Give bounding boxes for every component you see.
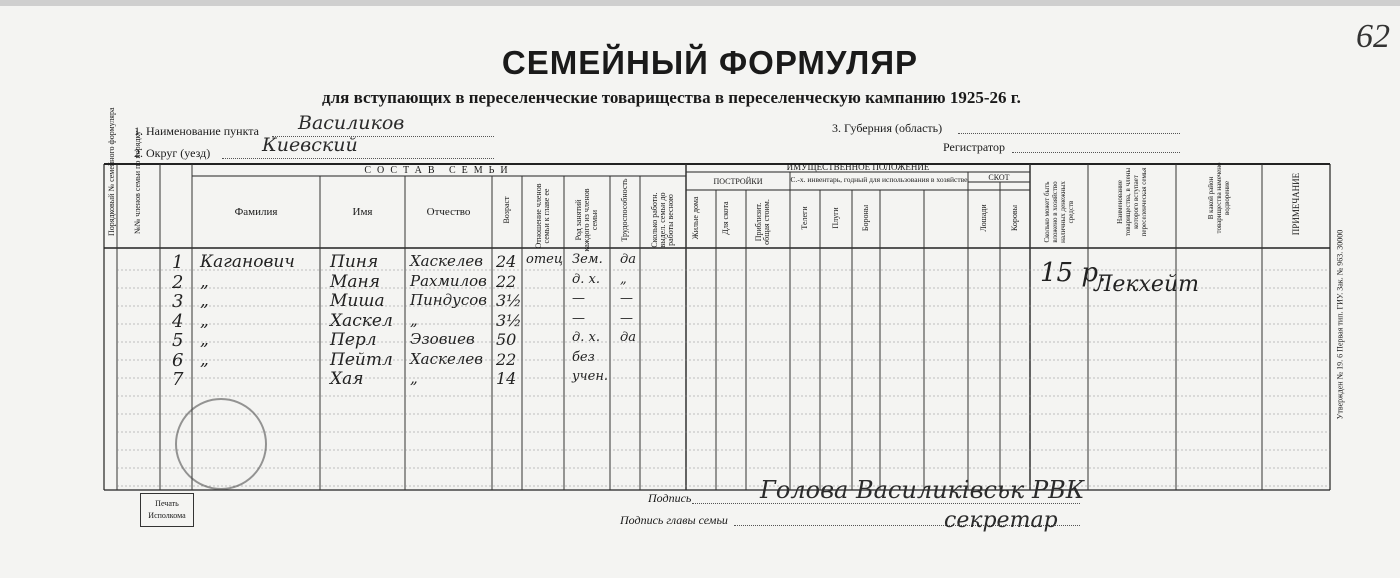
document-title: СЕМЕЙНЫЙ ФОРМУЛЯР <box>501 44 919 81</box>
member-patronymic: „ <box>410 310 418 329</box>
header-harrows: Бороны <box>861 204 870 232</box>
member-age: 24 <box>496 252 517 271</box>
header-occupation: Род занятий каждого из членов семьи <box>574 188 599 252</box>
item2-label: 2. Округ (уезд) <box>134 146 211 160</box>
member-age: 3½ <box>496 310 522 330</box>
member-name: Перл <box>330 330 377 350</box>
header-ploughs: Плуги <box>831 207 840 229</box>
header-district: В какой район товарищества намечено водворение <box>1207 162 1231 234</box>
print-note: Утвержден № 19. 6 Первая тип. ГИУ. Зак. № 963. 30000 <box>1335 229 1345 420</box>
member-workability: „ <box>620 271 627 287</box>
member-occupation: — <box>572 291 585 306</box>
member-no: 2 <box>172 271 184 293</box>
member-no: 1 <box>172 252 184 273</box>
registrar-label: Регистратор <box>943 140 1006 154</box>
member-surname: „ <box>200 291 209 311</box>
member-age: 14 <box>496 369 517 388</box>
member-workability: да <box>620 252 636 267</box>
header-approx-value: Приблизит. общая стоим. <box>754 199 771 245</box>
item2-value: Киевский <box>262 134 358 156</box>
stamp-label: Печать Исполкома <box>148 499 186 520</box>
header-row-no: Порядковый № семейного формуляра <box>107 107 116 236</box>
member-surname: „ <box>200 271 209 292</box>
header-money: Сколько может быть вложено в хозяйство наличных денежных средств <box>1043 181 1075 243</box>
document-subtitle: для вступающих в переселенческие товарищества в переселенческую кампанию 1925-26 г. <box>322 88 1021 107</box>
partnership-value: Лекхейт <box>1094 272 1199 297</box>
header-family-group: СОСТАВ СЕМЬИ <box>364 165 514 176</box>
member-patronymic: Рахмилов <box>410 271 487 290</box>
member-workability: — <box>620 291 633 306</box>
member-patronymic: Хаскелев <box>410 252 484 270</box>
member-occupation: учен. <box>572 369 609 384</box>
header-name: Имя <box>352 206 373 218</box>
member-name: Пиня <box>330 252 379 272</box>
header-notes: ПРИМЕЧАНИЕ <box>1291 172 1301 236</box>
money-value: 15 р. <box>1040 258 1107 288</box>
member-occupation: без <box>572 349 595 365</box>
header-surname: Фамилия <box>234 206 278 218</box>
member-occupation: — <box>572 310 585 326</box>
member-patronymic: „ <box>410 369 418 387</box>
signature-label: Подпись <box>648 491 692 505</box>
header-livestock-group: СКОТ <box>988 173 1010 182</box>
archive-page-number: 62 <box>1356 18 1390 55</box>
member-patronymic: Эзовиев <box>410 330 475 348</box>
member-occupation: д. х. <box>572 330 600 345</box>
member-patronymic: Пиндусов <box>410 291 487 309</box>
header-inventory-group: С.-х. инвентарь, годный для использования в хозяйстве <box>790 175 968 184</box>
item3-label: 3. Губерния (область) <box>832 121 943 135</box>
member-no: 6 <box>172 349 184 371</box>
stamp-box <box>140 493 194 527</box>
member-age: 50 <box>496 330 517 349</box>
member-name: Пейтл <box>330 349 393 370</box>
header-age: Возраст <box>502 196 511 224</box>
head-signature-label: Подпись главы семьи <box>620 513 728 527</box>
member-workability: — <box>620 310 633 326</box>
header-relation: Отношение членов семьи к главе ее <box>534 183 551 249</box>
member-occupation: Зем. <box>572 252 603 267</box>
member-no: 4 <box>172 310 184 332</box>
member-relation: отец <box>526 252 563 267</box>
header-carts: Телеги <box>800 206 809 230</box>
member-age: 22 <box>496 349 517 369</box>
header-patronymic: Отчество <box>426 206 471 218</box>
header-workability: Трудоспособность <box>620 178 629 242</box>
head-signature-value: секретар <box>944 508 1058 533</box>
header-houses: Жилые дома <box>691 196 700 240</box>
header-buildings-group: ПОСТРОЙКИ <box>713 177 763 186</box>
member-patronymic: Хаскелев <box>410 349 484 368</box>
member-age: 22 <box>496 271 517 291</box>
member-surname: „ <box>200 310 209 331</box>
member-no: 3 <box>172 291 184 312</box>
item1-label: 1. Наименование пункта <box>134 124 259 138</box>
member-surname: „ <box>200 349 209 370</box>
header-member-no: №№ членов семьи по порядку <box>133 130 142 234</box>
member-no: 5 <box>172 330 184 351</box>
member-surname: Каганович <box>200 252 295 272</box>
header-partnership: Наименование товарищества, в члены которого вступает переселенческая семья <box>1116 167 1148 237</box>
member-age: 3½ <box>496 291 522 310</box>
member-workability: да <box>620 330 636 345</box>
member-no: 7 <box>172 369 184 390</box>
header-cows: Коровы <box>1010 204 1019 232</box>
member-surname: „ <box>200 330 209 350</box>
header-horses: Лошади <box>979 204 988 232</box>
member-name: Миша <box>330 291 385 311</box>
member-name: Хаскел <box>330 310 393 331</box>
member-name: Хая <box>330 369 364 389</box>
header-cattle-buildings: Для скота <box>721 201 730 235</box>
item1-value: Василиков <box>298 112 405 134</box>
member-name: Маня <box>330 271 380 292</box>
round-seal-stamp <box>175 398 267 490</box>
signature-value: Голова Василиківськ РВК <box>760 476 1085 504</box>
member-occupation: д. х. <box>572 271 600 287</box>
header-workers: Сколько работн. выдел. семьи до работы весною <box>650 192 675 248</box>
header-property-group: ИМУЩЕСТВЕННОЕ ПОЛОЖЕНИЕ <box>786 162 930 172</box>
